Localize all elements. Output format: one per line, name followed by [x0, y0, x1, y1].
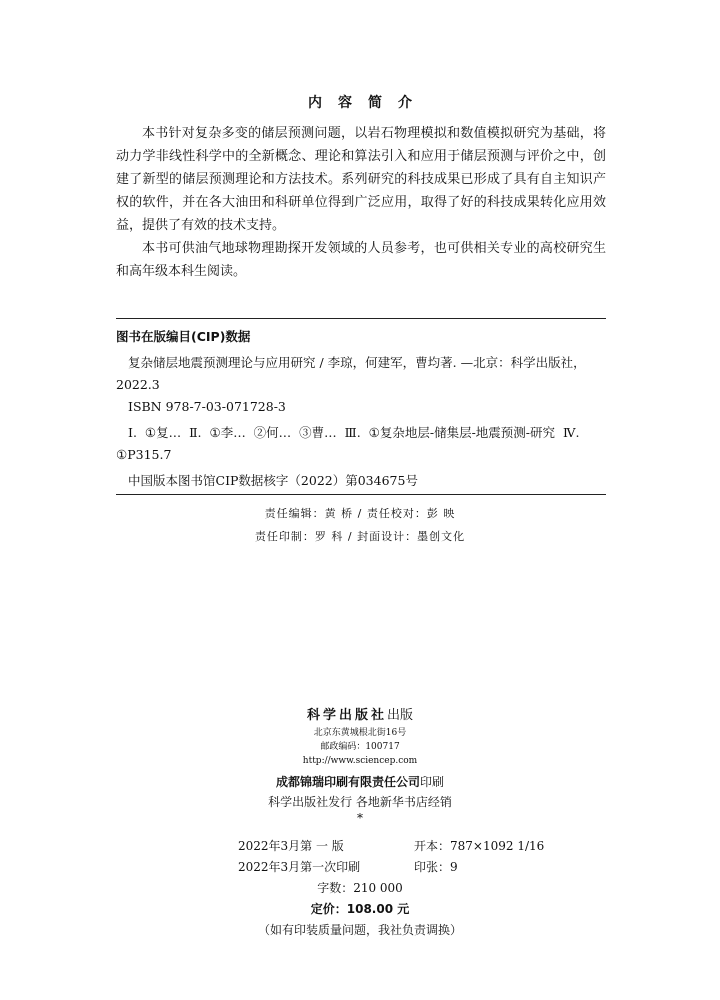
quality-notice: （如有印装质量问题，我社负责调换） — [257, 923, 462, 937]
credits-production: 责任印制：罗 科 / 封面设计：墨创文化 — [254, 530, 466, 543]
cip-heading: 图书在版编目(CIP)数据 — [116, 329, 251, 344]
price: 定价：108.00 元 — [310, 902, 410, 916]
word-count: 字数：210 000 — [317, 881, 403, 895]
edition: 2022年3月第 一 版 — [238, 839, 344, 853]
edition-row — [0, 836, 720, 857]
distribution-line: 科学出版社发行 各地新华书店经销 — [268, 795, 452, 809]
intro-paragraph-1: 本书针对复杂多变的储层预测问题，以岩石物理模拟和数值模拟研究为基础，将动力学非线性科学中的全新概念、理论和算法引入和应用于储层预测与评价之中，创建了新型的储层预测理论和方法技术。系列研究的科技成果已形成了具有自主知识产权的软件，并在各大油田和科研单位得到广泛应用，取得了好的科技成果转化应用效益，提供了有效的技术支持。 — [116, 126, 606, 233]
sheets: 印张：9 — [414, 860, 458, 874]
intro-body — [116, 122, 606, 283]
printer-line — [0, 772, 720, 792]
cip-bottom-rule — [116, 494, 606, 495]
cip-subjects: Ⅰ. ①复… Ⅱ. ①李… ②何… ③曹… Ⅲ. ①复杂地层-储集层-地震预测-研究 Ⅳ. ①P315.7 — [116, 425, 580, 462]
publisher-name: 科学出版社 — [306, 708, 387, 723]
printer-suffix: 印刷 — [420, 775, 445, 789]
cip-check-number: 中国版本图书馆CIP数据核字（2022）第034675号 — [128, 473, 418, 488]
intro-paragraph-2: 本书可供油气地球物理勘探开发领域的人员参考，也可供相关专业的高校研究生和高年级本科生阅读。 — [116, 241, 606, 279]
intro-title: 内容简介 — [308, 95, 428, 111]
colophon — [0, 706, 720, 826]
printing: 2022年3月第一次印刷 — [238, 860, 361, 874]
separator-asterisk: * — [357, 811, 363, 825]
printing-row — [0, 857, 720, 878]
credits-editors: 责任编辑：黄 桥 / 责任校对：彭 映 — [264, 507, 456, 520]
publisher-address: 北京东黄城根北街16号 — [313, 728, 407, 738]
publication-info — [0, 836, 720, 941]
cip-top-rule — [116, 318, 606, 319]
cip-isbn: ISBN 978-7-03-071728-3 — [128, 399, 286, 414]
cip-block — [116, 326, 606, 492]
publisher-postcode: 邮政编码：100717 — [320, 742, 400, 752]
publisher-line — [0, 706, 720, 726]
printer-name: 成都锦瑞印刷有限责任公司 — [275, 775, 420, 789]
publisher-url: http://www.sciencep.com — [302, 756, 418, 766]
format: 开本：787×1092 1/16 — [414, 839, 545, 853]
cip-main-entry: 复杂储层地震预测理论与应用研究 / 李琼，何建军，曹均著. —北京：科学出版社，2022.3 — [116, 355, 586, 392]
publisher-suffix: 出版 — [387, 708, 414, 723]
